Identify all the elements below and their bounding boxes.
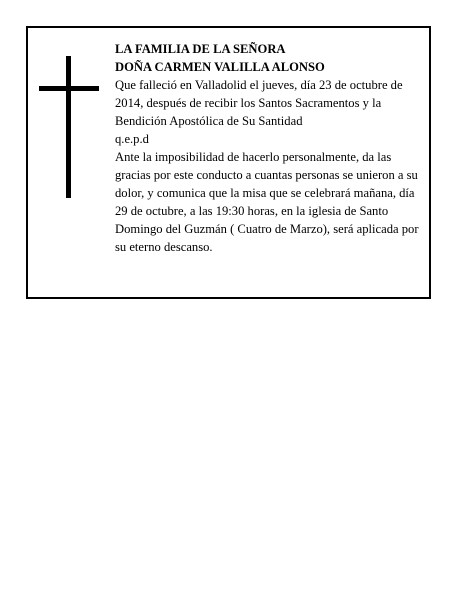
cross-horizontal-bar xyxy=(39,86,99,91)
cross-vertical-bar xyxy=(66,56,71,198)
heading-deceased-name: DOÑA CARMEN VALILLA ALONSO xyxy=(115,60,325,74)
qepd-text: q.e.p.d xyxy=(115,132,149,146)
heading-family: LA FAMILIA DE LA SEÑORA xyxy=(115,42,286,56)
mass-announcement: Ante la imposibilidad de hacerlo personalmente, da las gracias por este conducto a cuantas personas se unieron a su dolor, y comunica que la misa que se celebrará mañana, día 29 de octubre, a las 19:30 horas, en la iglesia de Santo Domingo del Guzmán ( Cuatro de Marzo), será aplicada por su eterno descanso. xyxy=(115,150,419,254)
latin-cross-icon xyxy=(39,56,99,198)
death-announcement: Que falleció en Valladolid el jueves, día 23 de octubre de 2014, después de recibir los Santos Sacramentos y la Bendición Apostólica de Su Santidad xyxy=(115,78,403,128)
obituary-notice xyxy=(26,26,431,299)
notice-text xyxy=(115,40,423,256)
